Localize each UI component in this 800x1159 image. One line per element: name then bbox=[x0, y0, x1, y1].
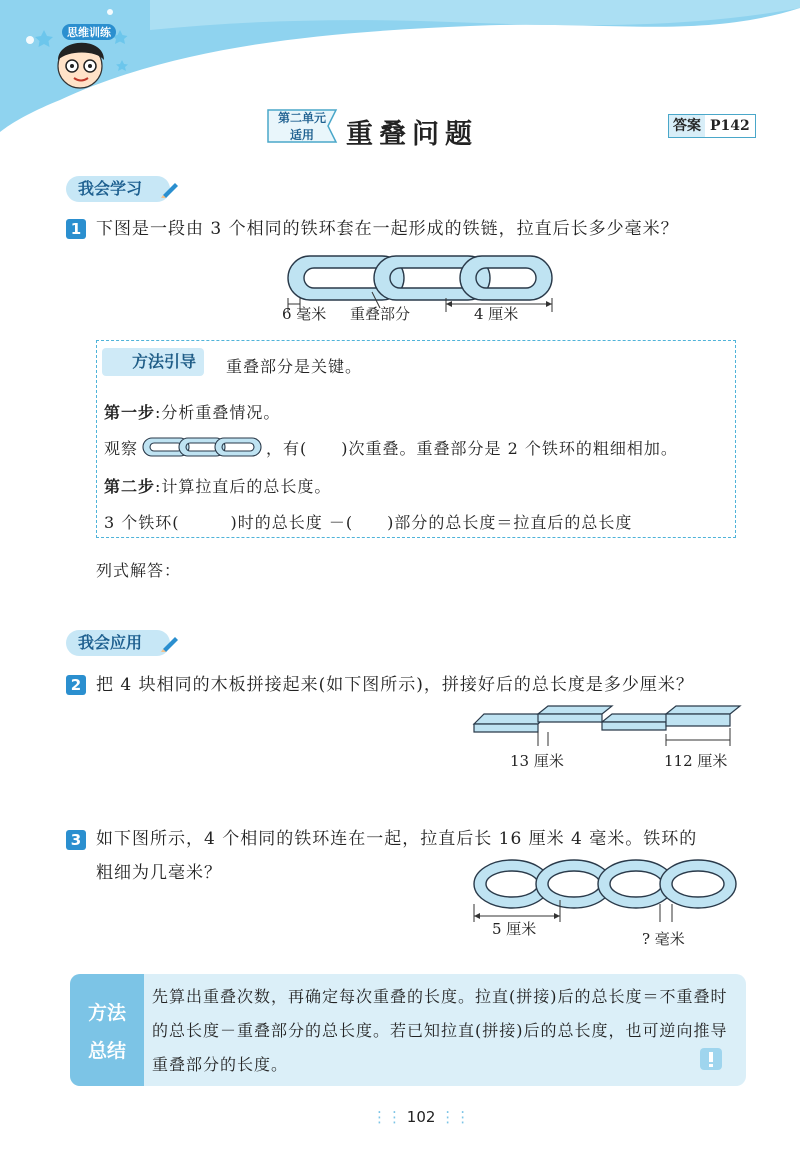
section-learn-label: 我会学习 bbox=[78, 179, 143, 198]
question-1-text: 下图是一段由 3 个相同的铁环套在一起形成的铁链，拉直后长多少毫米？ bbox=[96, 219, 679, 239]
method-summary-tag bbox=[70, 974, 144, 1086]
page-number bbox=[372, 1108, 470, 1126]
q1-label-length: 4 厘米 bbox=[474, 305, 519, 323]
section-learn bbox=[66, 176, 170, 202]
exclamation-icon bbox=[698, 1046, 724, 1072]
step-2-text: :计算拉直后的总长度。 bbox=[155, 477, 332, 496]
step-1 bbox=[104, 400, 280, 423]
q1-label-overlap: 重叠部分 bbox=[350, 305, 411, 323]
observe-text: ，有( )次重叠。重叠部分是 2 个铁环的粗细相加。 bbox=[266, 439, 678, 458]
boards-diagram-q2 bbox=[470, 700, 750, 750]
page-title: 重叠问题 bbox=[346, 119, 478, 150]
page-number-value: 102 bbox=[406, 1108, 436, 1126]
method-guide-label: 方法引导 bbox=[132, 352, 197, 371]
method-guide-tag bbox=[102, 348, 204, 376]
page-number-deco-right: ⋮⋮ bbox=[435, 1108, 471, 1126]
section-apply-label: 我会应用 bbox=[78, 633, 143, 652]
q3-label-length: 5 厘米 bbox=[492, 920, 537, 938]
step-2 bbox=[104, 474, 331, 497]
small-chain-icon bbox=[140, 436, 266, 458]
unit-badge-line1: 第二单元 bbox=[278, 111, 327, 125]
question-3-number: 3 bbox=[66, 830, 86, 850]
q1-label-thickness: 6 毫米 bbox=[282, 305, 327, 323]
unit-badge bbox=[262, 106, 340, 146]
banner-text: 思维训练 bbox=[62, 24, 116, 40]
step-2-title: 第二步 bbox=[104, 477, 156, 496]
q3-label-thickness: ? 毫米 bbox=[642, 930, 685, 948]
formula-line: 3 个铁环( )时的总长度 －( )部分的总长度＝拉直后的总长度 bbox=[104, 513, 633, 532]
q2-label-total: 112 厘米 bbox=[664, 752, 728, 770]
pencil-icon bbox=[160, 634, 182, 652]
q2-label-overlap: 13 厘米 bbox=[510, 752, 564, 770]
summary-tag-line2: 总结 bbox=[88, 1040, 127, 1062]
question-2-text: 把 4 块相同的木板拼接起来(如下图所示)，拼接好后的总长度是多少厘米？ bbox=[96, 675, 694, 695]
method-summary-text: 先算出重叠次数，再确定每次重叠的长度。拉直(拼接)后的总长度＝不重叠时的总长度－重叠部分的总长度。若已知拉直(拼接)后的总长度，也可逆向推导重叠部分的长度。 bbox=[152, 987, 728, 1074]
question-3-text-line1: 如下图所示，4 个相同的铁环连在一起，拉直后长 16 厘米 4 毫米。铁环的 bbox=[96, 829, 698, 849]
chain-diagram-q3 bbox=[470, 856, 750, 926]
answer-label: 答案 bbox=[669, 115, 705, 137]
question-3-text-line2: 粗细为几毫米？ bbox=[96, 863, 222, 883]
answer-prompt-q1: 列式解答： bbox=[96, 561, 182, 580]
question-2-number: 2 bbox=[66, 675, 86, 695]
question-1-number: 1 bbox=[66, 219, 86, 239]
observe-prefix: 观察 bbox=[104, 439, 139, 458]
page-number-deco-left: ⋮⋮ bbox=[372, 1108, 407, 1126]
method-hint: 重叠部分是关键。 bbox=[226, 357, 363, 376]
step-1-title: 第一步 bbox=[104, 403, 156, 422]
unit-badge-line2: 适用 bbox=[290, 128, 315, 142]
section-apply bbox=[66, 630, 170, 656]
answer-page: P142 bbox=[710, 118, 750, 134]
answer-reference bbox=[668, 114, 756, 138]
step-1-text: :分析重叠情况。 bbox=[155, 403, 281, 422]
pencil-icon bbox=[160, 180, 182, 198]
summary-tag-line1: 方法 bbox=[88, 1002, 127, 1024]
